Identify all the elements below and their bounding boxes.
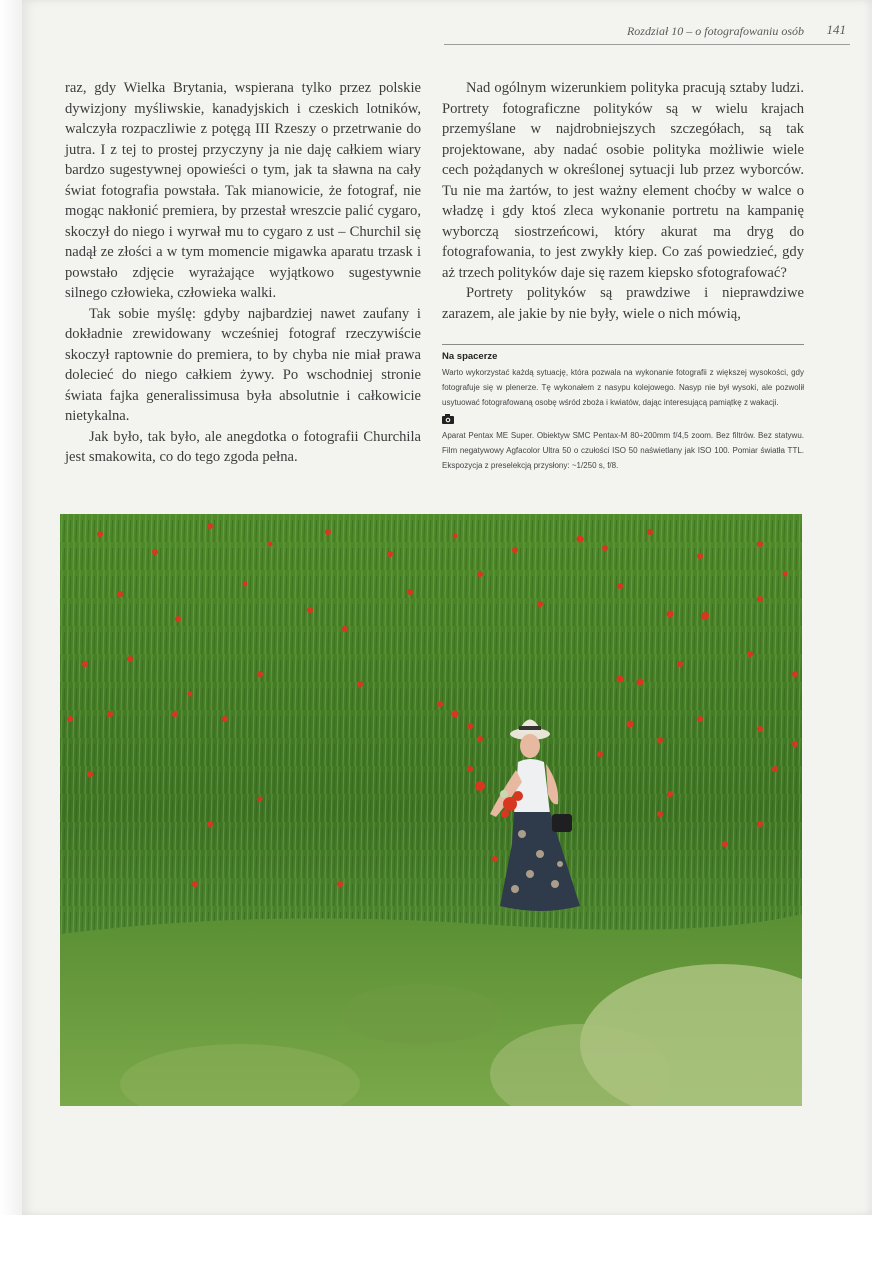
camera-icon <box>442 414 804 426</box>
caption-text: Warto wykorzystać każdą sytuację, która pozwala na wykonanie fotografii z większej wysokości, gdy fotografuje się w plenerze. Tę wykonałem z nasypu kolejowego. Nasyp nie był wysoki, ale pozwolił usytuować fotografowaną osobę wśród zboża i kwiatów, dając interesującą pamiątkę z wakacji. <box>442 368 804 407</box>
paragraph: Nad ogólnym wizerunkiem polityka pracują sztaby ludzi. Portrety fotograficzne polityków są w wielu krajach przemyślane w najdrobniejszych szczegółach, są tak projektowane, aby nadać osobie polityka możliwie wiele cech pożądanych w określonej sytuacji lub przez wyborców. Tu nie ma żartów, to jest ważny element choćby w walce o władzę i gdy ktoś zleca wykonanie portretu na kampanię wyborczą siostrzeńcowi, który akurat ma dryg do fotografowania, to jest zwykły kiep. Co zaś powiedzieć, gdy aż trzech polityków daje się razem kiepsko sfotografować? <box>442 80 804 281</box>
book-page <box>22 0 872 1215</box>
running-header <box>444 22 850 45</box>
chapter-title: Rozdział 10 – o fotografowaniu osób <box>626 24 804 38</box>
paragraph: raz, gdy Wielka Brytania, wspierana tylko przez polskie dywizjony myśliwskie, kanadyjskich i czeskich lotników, walczyła rozpaczliwie z potęgą III Rzeszy o przetrwanie do jutra. I z tej to prostej przyczyny ja nie daję całkiem wiary bardzo sugestywnej opowieści o tym, jak ta sławna na cały świat fotografia powstała. Tak mianowicie, że fotograf, nie mogąc nakłonić premiera, by przestał wreszcie palić cygaro, skoczył do niego i wyrwał mu to cygaro z ust – Churchil się nadął ze złości a w tym momencie migawka aparatu trzask i powstało zdjęcie wyrażające wyjątkowo sugestywnie silnego człowieka, człowieka walki. <box>65 80 421 301</box>
left-text-column <box>65 78 421 468</box>
paragraph: Portrety polityków są prawdziwe i nieprawdziwe zarazem, ale jakie by nie były, wiele o nich mówią, <box>442 285 804 322</box>
poppy-field-photo <box>60 514 802 1106</box>
photo-caption <box>442 344 804 473</box>
page-number: 141 <box>826 22 846 37</box>
caption-title: Na spacerze <box>442 351 498 362</box>
paragraph: Tak sobie myślę: gdyby najbardziej nawet zaufany i dokładnie zrewidowany wcześniej fotograf rzeczywiście skoczył raptownie do premiera, to by chyba nie miał prawa dolecieć do niego całkiem żywy. Po wschodniej stronie świata fajka generalissimusa była absolutnie i całkowicie nietykalna. <box>65 305 421 424</box>
photo-illustration <box>60 514 802 1106</box>
caption-tech-details: Aparat Pentax ME Super. Obiektyw SMC Pentax-M 80÷200mm f/4,5 zoom. Bez filtrów. Bez statywu. Film negatywowy Agfacolor Ultra 50 o czułości ISO 50 naświetlany jak ISO 100. Pomiar światła TTL. Ekspozycja z preselekcją przysłony: ~1/250 s, f/8. <box>442 431 804 470</box>
page-shadow <box>0 0 22 1215</box>
right-text-column <box>442 78 804 324</box>
paragraph: Jak było, tak było, ale anegdotka o fotografii Churchila jest smakowita, co do tego zgoda pełna. <box>65 428 421 465</box>
